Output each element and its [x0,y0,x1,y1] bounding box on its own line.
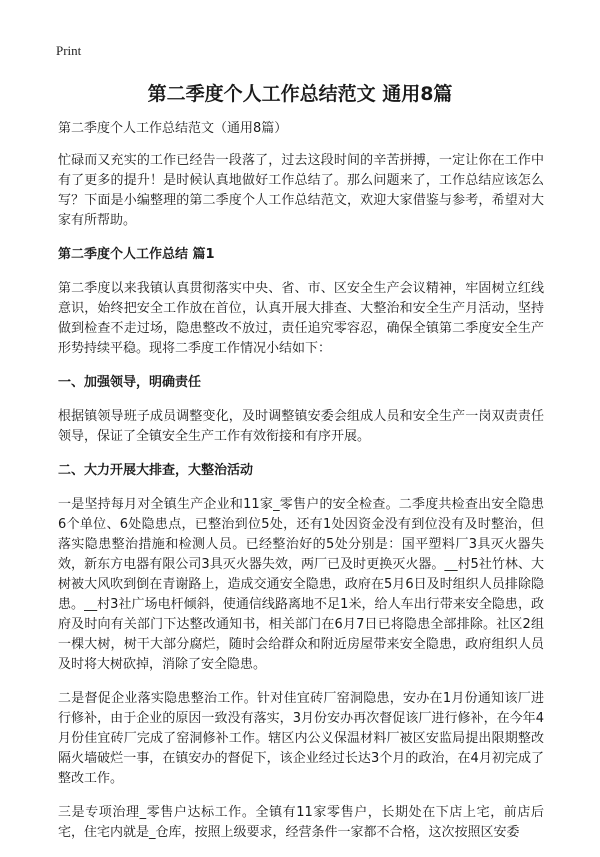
inspection-paragraph-3: 三是专项治理_零售户达标工作。全镇有11家零售户，长期处在下店上宅，前店后宅，住宅内就是_仓库，按照上级要求，经营条件一家都不合格，这次按照区安委 [58,805,544,840]
print-label[interactable]: Print [56,43,82,58]
inspection-paragraph-1: 一是坚持每月对全镇生产企业和11家_零售户的安全检查。二季度共检查出安全隐患6个单位、6处隐患点，已整治到位5处，还有1处因资金没有到位没有及时整治，但落实隐患整治措施和检测人员。已经整治好的5处分别是：国平塑料厂3具灭火器失效，新东方电器有限公司3具灭火器失效，两厂已及时更换灭火器。__村5社竹林、大树被大风吹到倒在青谢路上，造成交通安全隐患，政府在5月6日及时组织人员排除隐患。__村3社广场电杆倾斜，使通信线路离地不足1米，给人车出行带来安全隐患，政府及时向有关部门下达整改通知书，相关部门在6月7日已将隐患全部排除。社区2组一棵大树，树干大部分腐烂，随时会给群众和附近房屋带来安全隐患，政府组织人员及时将大树砍掉，消除了安全隐患。 [58,497,544,672]
section-heading: 第二季度个人工作总结 篇1 [58,247,215,262]
document-subtitle: 第二季度个人工作总结范文（通用8篇） [58,121,288,136]
leadership-paragraph: 根据镇领导班子成员调整变化，及时调整镇安委会组成人员和安全生产一岗双责责任领导，保证了全镇安全生产工作有效衔接和有序开展。 [58,409,544,444]
document-title: 第二季度个人工作总结范文 通用8篇 [147,83,453,105]
section-intro-paragraph: 第二季度以来我镇认真贯彻落实中央、省、市、区安全生产会议精神，牢固树立红线意识，始终把安全工作放在首位，认真开展大排查、大整治和安全生产月活动，坚持做到检查不走过场，隐患整改不放过，责任追究零容忍，确保全镇第二季度安全生产形势持续平稳。现将二季度工作情况小结如下： [58,281,544,356]
heading-inspection: 二、大力开展大排查，大整治活动 [58,463,254,478]
heading-leadership: 一、加强领导，明确责任 [58,375,202,390]
inspection-paragraph-2: 二是督促企业落实隐患整治工作。针对佳宜砖厂窑洞隐患，安办在1月份通知该厂进行修补，由于企业的原因一致没有落实，3月份安办再次督促该厂进行修补，在今年4月份佳宜砖厂完成了窑洞修补工作。辖区内公义保温材料厂被区安监局提出限期整改隔火墙破烂一事，在镇安办的督促下，该企业经过长达3个月的政治，在4月初完成了整改工作。 [58,691,544,786]
intro-paragraph: 忙碌而又充实的工作已经告一段落了，过去这段时间的辛苦拼搏，一定让你在工作中有了更多的提升！是时候认真地做好工作总结了。那么问题来了，工作总结应该怎么写？下面是小编整理的第二季度个人工作总结范文，欢迎大家借鉴与参考，希望对大家有所帮助。 [58,153,544,228]
document-body [58,119,544,857]
